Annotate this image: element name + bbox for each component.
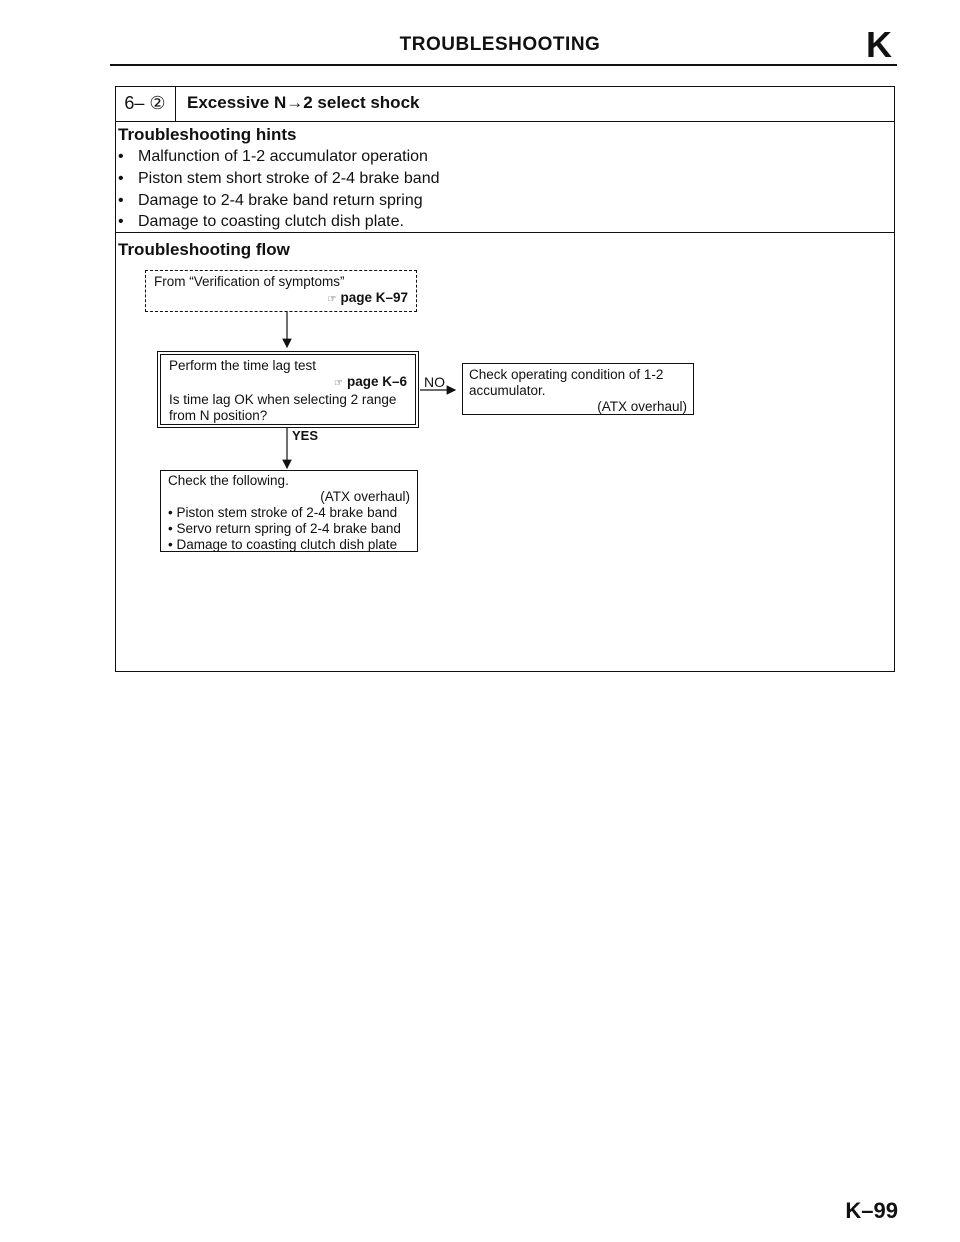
page-reference: page K–6 xyxy=(346,374,407,389)
yes-label: YES xyxy=(292,428,319,443)
list-item: • Servo return spring of 2-4 brake band xyxy=(168,521,401,536)
page-title: TROUBLESHOOTING xyxy=(399,34,601,55)
bullet-icon: • xyxy=(118,148,124,165)
no-label: NO xyxy=(424,374,445,390)
page-number: K–99 xyxy=(845,1198,898,1223)
reference-icon: ☞ xyxy=(334,378,343,389)
hint-item: • Damage to coasting clutch dish plate. xyxy=(118,213,404,230)
hints-heading: Troubleshooting hints xyxy=(118,125,297,144)
hint-item: • Damage to 2-4 brake band return spring xyxy=(118,192,423,209)
case-code: 6– ② xyxy=(115,86,176,122)
bullet-icon: • xyxy=(118,213,124,230)
bullet-icon: • xyxy=(118,192,124,209)
start-box: From “Verification of symptoms” ☞ page K–97 xyxy=(145,270,417,312)
list-item: • Piston stem stroke of 2-4 brake band xyxy=(168,505,398,520)
bullet-icon: • xyxy=(118,170,124,187)
hint-item: • Piston stem short stroke of 2-4 brake band xyxy=(118,170,440,187)
page-reference: page K–97 xyxy=(340,290,408,305)
section-letter: K xyxy=(866,24,892,65)
test-box: Perform the time lag test ☞ page K–6 Is time lag OK when selecting 2 range from N position? xyxy=(160,354,416,425)
yes-result-box: Check the following. (ATX overhaul) • Piston stem stroke of 2-4 brake band • Servo return spring of 2-4 brake band • Damage to coasting clutch dish plate xyxy=(160,470,418,552)
case-title: Excessive N→2 select shock xyxy=(187,93,420,112)
flow-heading: Troubleshooting flow xyxy=(118,240,290,259)
reference-icon: ☞ xyxy=(327,294,337,305)
hint-item: • Malfunction of 1-2 accumulator operation xyxy=(118,148,428,165)
no-result-box: Check operating condition of 1-2 accumulator. (ATX overhaul) xyxy=(462,363,694,415)
list-item: • Damage to coasting clutch dish plate xyxy=(168,537,398,552)
